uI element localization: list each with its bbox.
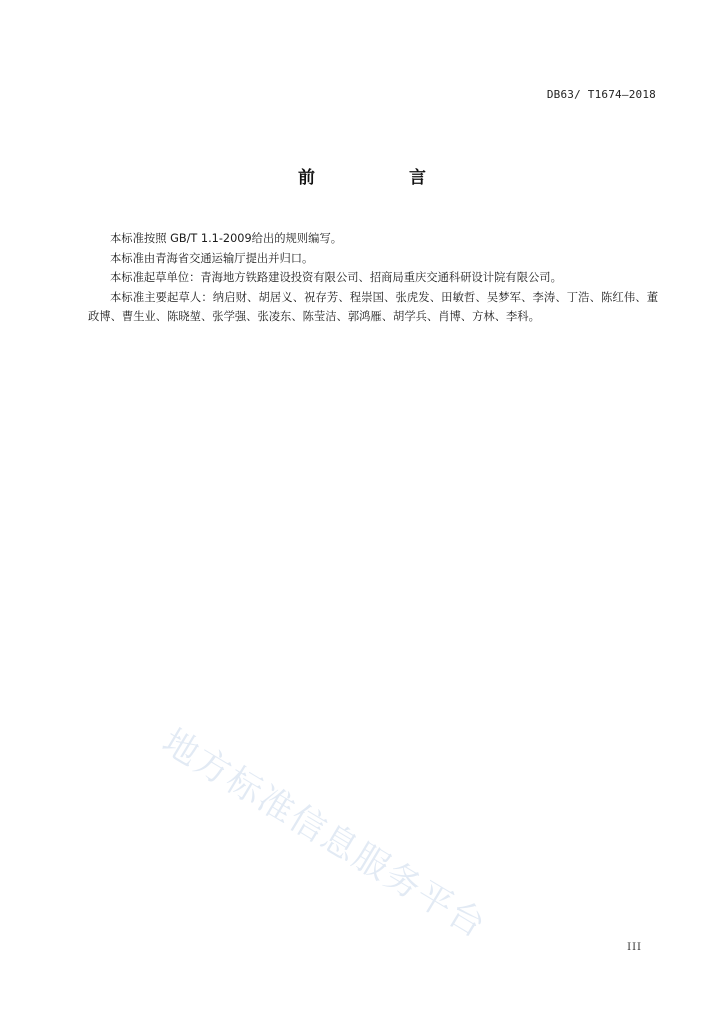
paragraph-proposer: 本标准由青海省交通运输厅提出并归口。 <box>110 251 314 265</box>
watermark: 地方标准信息服务平台 <box>155 721 494 947</box>
paragraph-drafting-units: 本标准起草单位：青海地方铁路建设投资有限公司、招商局重庆交通科研设计院有限公司。 <box>110 271 562 284</box>
page-number: III <box>627 942 642 953</box>
paragraph-drafters: 本标准主要起草人：纳启财、胡居义、祝存芳、程崇国、张虎发、田敏哲、吴梦军、李涛、丁浩、陈红伟、董政博、曹生业、陈晓堃、张学强、张凌东、陈莹洁、郭鸿雁、胡学兵、肖博、方林、李科。 <box>88 290 658 323</box>
standard-code: DB63/ T1674—2018 <box>546 88 656 101</box>
foreword-body <box>88 229 658 327</box>
page-title: 前 言 <box>298 168 470 188</box>
paragraph-drafting-rules: 本标准按照 GB/T 1.1-2009给出的规则编写。 <box>110 232 343 245</box>
